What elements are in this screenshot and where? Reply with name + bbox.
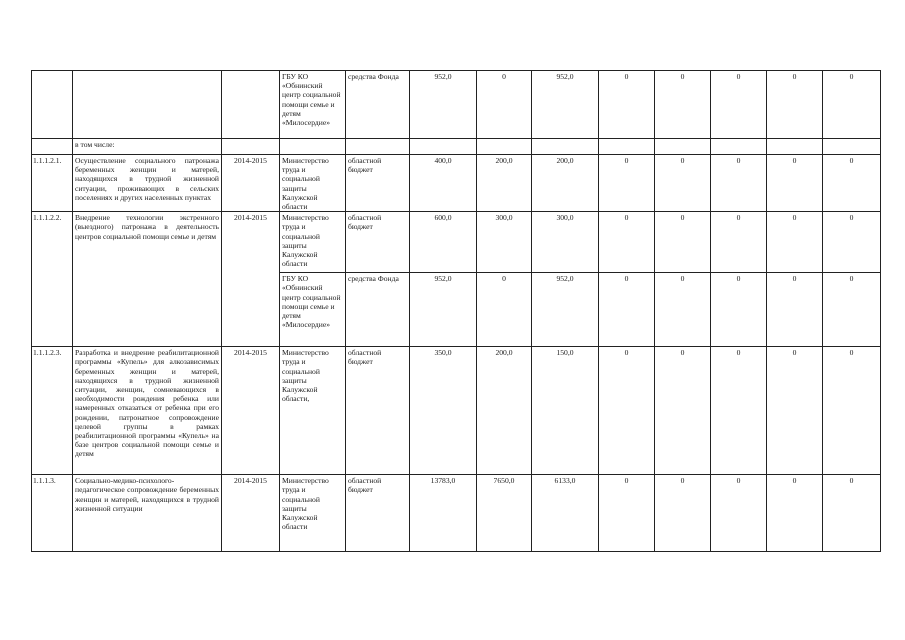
period-cell: 2014-2015 <box>222 347 280 475</box>
amount-2015-cell: 6133,0 <box>532 475 599 552</box>
period-cell: 2014-2015 <box>222 155 280 212</box>
empty-cell <box>410 139 477 155</box>
amount-2019-cell: 0 <box>767 347 823 475</box>
amount-2018-cell: 0 <box>711 347 767 475</box>
table-row <box>32 155 881 212</box>
amount-2016-cell: 0 <box>599 475 655 552</box>
funding-source-cell: областной бюджет <box>346 155 410 212</box>
amount-2014-cell: 300,0 <box>477 212 532 273</box>
executor-cell: Министерство труда и социальной защиты Калужской области, <box>280 347 346 475</box>
amount-2018-cell: 0 <box>711 71 767 139</box>
amount-2019-cell: 0 <box>767 71 823 139</box>
item-code-cell: 1.1.1.2.3. <box>32 347 73 475</box>
item-name-cell: Разработка и внедрение реабилитационной программы «Купель» для алкозависимых беременных женщин и матерей, находящихся в трудной жизненной ситуации, женщин, сомневающихся в необходимости рождения ребенка или намеренных отказаться от ребенка при его рождении, патронатное сопровождение целевой группы в рамках реабилитационной программы «Купель» на базе центров социальной помощи семье и детям <box>73 347 222 475</box>
table-row <box>32 347 881 475</box>
item-name-cell: Осуществление социального патронажа беременных женщин и матерей, находящихся в трудной жизненной ситуации, проживающих в сельских поселениях и других населенных пунктах <box>73 155 222 212</box>
total-amount-cell: 952,0 <box>410 71 477 139</box>
amount-2017-cell: 0 <box>655 347 711 475</box>
amount-2015-cell: 952,0 <box>532 273 599 347</box>
total-amount-cell: 952,0 <box>410 273 477 347</box>
period-cell: 2014-2015 <box>222 212 280 347</box>
amount-2016-cell: 0 <box>599 71 655 139</box>
subheader-cell: в том числе: <box>73 139 222 155</box>
total-amount-cell: 13783,0 <box>410 475 477 552</box>
executor-cell: Министерство труда и социальной защиты Калужской области <box>280 212 346 273</box>
amount-2017-cell: 0 <box>655 273 711 347</box>
amount-2018-cell: 0 <box>711 475 767 552</box>
amount-2015-cell: 952,0 <box>532 71 599 139</box>
funding-source-cell: областной бюджет <box>346 212 410 273</box>
amount-2015-cell: 200,0 <box>532 155 599 212</box>
amount-2020-cell: 0 <box>823 155 881 212</box>
amount-2014-cell: 7650,0 <box>477 475 532 552</box>
amount-2019-cell: 0 <box>767 155 823 212</box>
amount-2015-cell: 150,0 <box>532 347 599 475</box>
amount-2018-cell: 0 <box>711 273 767 347</box>
amount-2018-cell: 0 <box>711 212 767 273</box>
funding-source-cell: областной бюджет <box>346 347 410 475</box>
item-code-cell: 1.1.1.2.1. <box>32 155 73 212</box>
amount-2014-cell: 0 <box>477 273 532 347</box>
executor-cell: ГБУ КО «Обнинский центр социальной помощи семье и детям «Милосердие» <box>280 71 346 139</box>
table-row <box>32 212 881 273</box>
amount-2020-cell: 0 <box>823 475 881 552</box>
amount-2020-cell: 0 <box>823 212 881 273</box>
amount-2018-cell: 0 <box>711 155 767 212</box>
amount-2017-cell: 0 <box>655 212 711 273</box>
amount-2017-cell: 0 <box>655 71 711 139</box>
total-amount-cell: 350,0 <box>410 347 477 475</box>
amount-2016-cell: 0 <box>599 155 655 212</box>
amount-2014-cell: 0 <box>477 71 532 139</box>
executor-cell: Министерство труда и социальной защиты Калужской области <box>280 155 346 212</box>
table-row-subheader <box>32 139 881 155</box>
budget-table <box>31 70 881 552</box>
funding-source-cell: областной бюджет <box>346 475 410 552</box>
period-cell <box>222 71 280 139</box>
executor-cell: Министерство труда и социальной защиты Калужской области <box>280 475 346 552</box>
period-cell: 2014-2015 <box>222 475 280 552</box>
amount-2020-cell: 0 <box>823 347 881 475</box>
item-code-cell <box>32 139 73 155</box>
empty-cell <box>532 139 599 155</box>
item-name-cell: Внедрение технологии экстренного (выездного) патронажа в деятельность центров социальной помощи семье и детям <box>73 212 222 347</box>
empty-cell <box>655 139 711 155</box>
amount-2020-cell: 0 <box>823 273 881 347</box>
amount-2015-cell: 300,0 <box>532 212 599 273</box>
table-row <box>32 71 881 139</box>
empty-cell <box>222 139 280 155</box>
item-name-cell <box>73 71 222 139</box>
amount-2016-cell: 0 <box>599 347 655 475</box>
empty-cell <box>711 139 767 155</box>
empty-cell <box>823 139 881 155</box>
empty-cell <box>477 139 532 155</box>
item-code-cell: 1.1.1.2.2. <box>32 212 73 347</box>
amount-2016-cell: 0 <box>599 273 655 347</box>
amount-2017-cell: 0 <box>655 475 711 552</box>
amount-2017-cell: 0 <box>655 155 711 212</box>
amount-2019-cell: 0 <box>767 212 823 273</box>
amount-2019-cell: 0 <box>767 475 823 552</box>
table-row <box>32 475 881 552</box>
item-name-cell: Социально-медико-психолого-педагогическое сопровождение беременных женщин и матерей, находящихся в трудной жизненной ситуации <box>73 475 222 552</box>
amount-2014-cell: 200,0 <box>477 155 532 212</box>
total-amount-cell: 600,0 <box>410 212 477 273</box>
amount-2016-cell: 0 <box>599 212 655 273</box>
empty-cell <box>346 139 410 155</box>
executor-cell: ГБУ КО «Обнинский центр социальной помощи семье и детям «Милосердие» <box>280 273 346 347</box>
empty-cell <box>280 139 346 155</box>
amount-2020-cell: 0 <box>823 71 881 139</box>
funding-source-cell: средства Фонда <box>346 273 410 347</box>
amount-2019-cell: 0 <box>767 273 823 347</box>
empty-cell <box>599 139 655 155</box>
total-amount-cell: 400,0 <box>410 155 477 212</box>
funding-source-cell: средства Фонда <box>346 71 410 139</box>
empty-cell <box>767 139 823 155</box>
amount-2014-cell: 200,0 <box>477 347 532 475</box>
item-code-cell: 1.1.1.3. <box>32 475 73 552</box>
item-code-cell <box>32 71 73 139</box>
